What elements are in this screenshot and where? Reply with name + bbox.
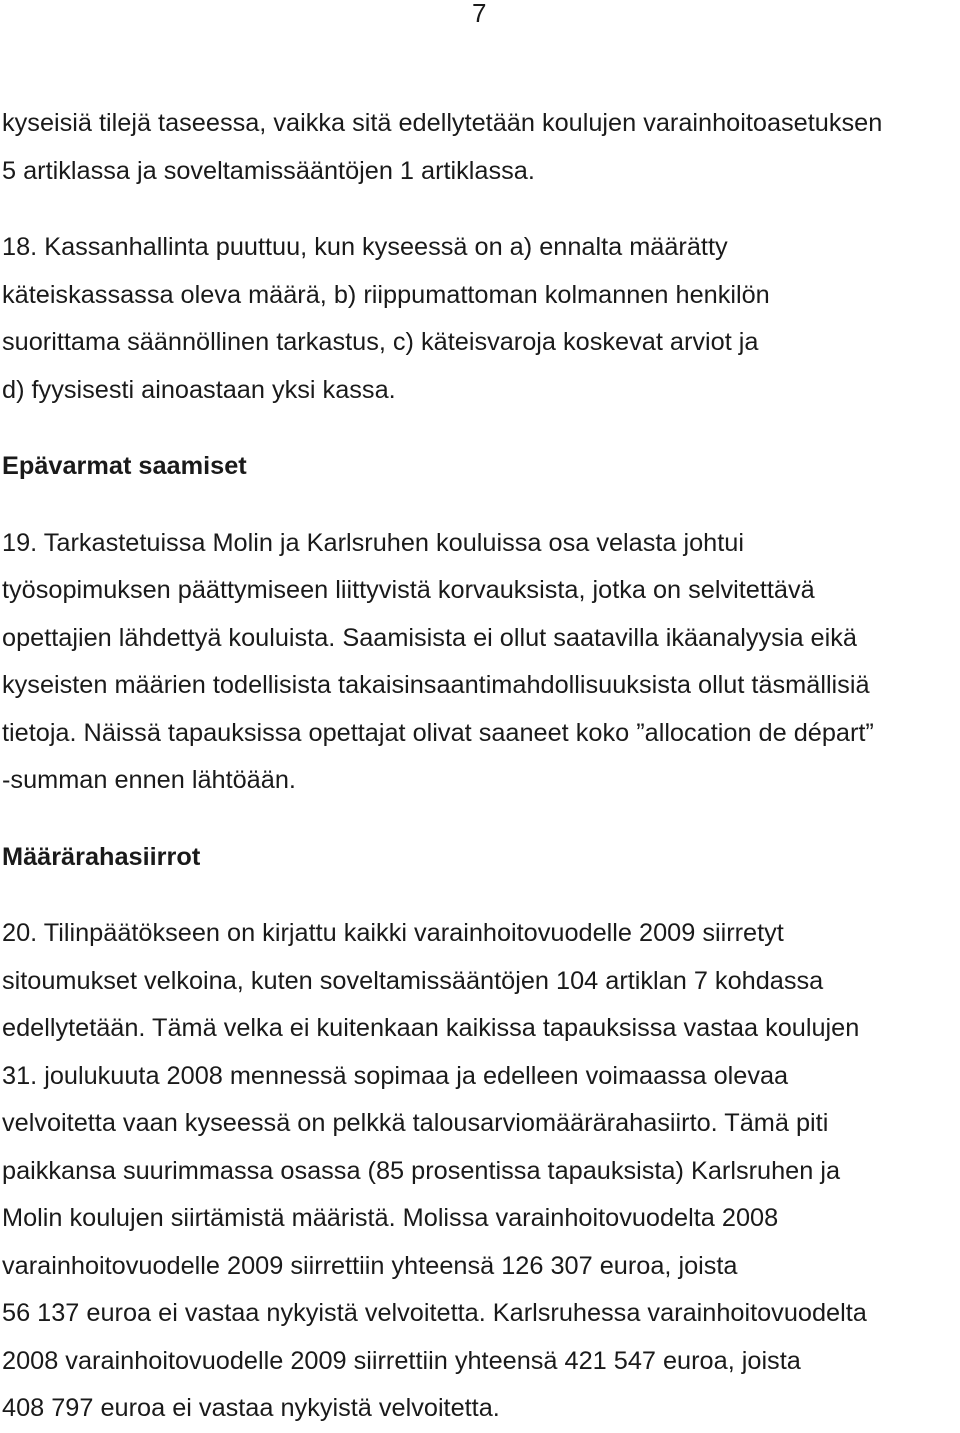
text-line: kyseisiä tilejä taseessa, vaikka sitä edellytetään koulujen varainhoitoasetuksen [2,109,883,137]
text-line: paikkansa suurimmassa osassa (85 prosentissa tapauksista) Karlsruhen ja [2,1156,841,1185]
text-line: 19. Tarkastetuissa Molin ja Karlsruhen kouluissa osa velasta johtui [2,528,744,557]
text-line: tietoja. Näissä tapauksissa opettajat olivat saaneet koko ”allocation de départ” [2,718,874,747]
text-line: sitoumukset velkoina, kuten soveltamissääntöjen 104 artiklan 7 kohdassa [2,966,824,995]
text-line: 20. Tilinpäätökseen on kirjattu kaikki varainhoitovuodelle 2009 siirretyt [2,919,784,947]
document-body [2,100,950,1433]
text-line: 408 797 euroa ei vastaa nykyistä velvoitetta. [2,1394,500,1422]
text-line: varainhoitovuodelle 2009 siirrettiin yhteensä 126 307 euroa, joista [2,1251,738,1280]
page-number: 7 [472,0,487,28]
text-line: Molin koulujen siirtämistä määristä. Molissa varainhoitovuodelta 2008 [2,1204,779,1232]
paragraph-intro [2,100,950,195]
section-heading-appropriation-carryovers: Määrärahasiirrot [2,842,201,871]
paragraph-19 [2,520,950,805]
text-line: 2008 varainhoitovuodelle 2009 siirrettiin yhteensä 421 547 euroa, joista [2,1346,801,1375]
text-line: opettajien lähdettyä kouluista. Saamisista ei ollut saatavilla ikäanalyysia eikä [2,623,857,652]
text-line: 18. Kassanhallinta puuttuu, kun kyseessä on a) ennalta määrätty [2,233,728,261]
text-line: 5 artiklassa ja soveltamissääntöjen 1 artiklassa. [2,156,535,185]
text-line: edellytetään. Tämä velka ei kuitenkaan kaikissa tapauksissa vastaa koulujen [2,1014,860,1042]
paragraph-20 [2,910,950,1433]
text-line: työsopimuksen päättymiseen liittyvistä korvauksista, jotka on selvitettävä [2,576,815,604]
text-line: kyseisten määrien todellisista takaisinsaantimahdollisuuksista ollut täsmällisiä [2,671,870,699]
text-line: käteiskassassa oleva määrä, b) riippumattoman kolmannen henkilön [2,280,770,309]
text-line: 56 137 euroa ei vastaa nykyistä velvoitetta. Karlsruhessa varainhoitovuodelta [2,1299,867,1327]
text-line: d) fyysisesti ainoastaan yksi kassa. [2,375,396,404]
text-line: 31. joulukuuta 2008 mennessä sopimaa ja edelleen voimaassa olevaa [2,1061,789,1090]
paragraph-18 [2,224,950,414]
section-heading-doubtful-receivables: Epävarmat saamiset [2,452,247,480]
text-line: -summan ennen lähtöään. [2,766,296,794]
text-line: velvoitetta vaan kyseessä on pelkkä talousarviomäärärahasiirto. Tämä piti [2,1109,829,1137]
text-line: suorittama säännöllinen tarkastus, c) käteisvaroja koskevat arviot ja [2,328,759,356]
